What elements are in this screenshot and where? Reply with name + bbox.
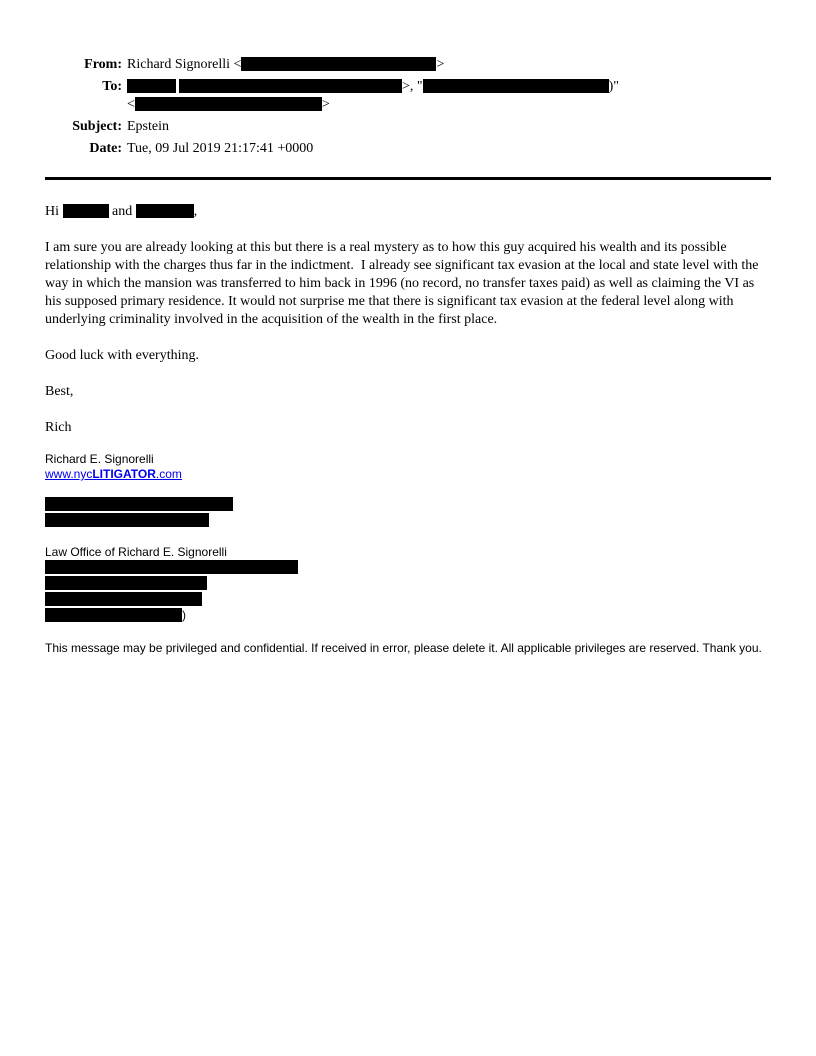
website-part1: www.nyc: [45, 467, 93, 481]
redaction-bar: [45, 513, 209, 527]
greeting-suffix: ,: [193, 204, 198, 219]
greeting-prefix: Hi: [45, 204, 63, 219]
contact-redactions: [45, 497, 771, 527]
redaction-bar: [45, 560, 298, 574]
firm-block: [45, 545, 771, 623]
from-suffix: >: [436, 57, 445, 72]
website-part2: LITIGATOR: [92, 467, 156, 481]
redaction-bar: [136, 204, 194, 218]
from-value: [127, 56, 444, 74]
signature-name: Richard E. Signorelli: [45, 452, 154, 466]
to-angle-close: >: [321, 97, 330, 112]
redaction-bar: [45, 592, 202, 606]
to-angle-open: <: [127, 97, 135, 112]
header-date-row: [45, 140, 771, 158]
date-value: Tue, 09 Jul 2019 21:17:41 +0000: [127, 141, 314, 156]
to-label: To:: [102, 79, 122, 94]
to-value: [127, 78, 619, 114]
greeting-mid: and: [108, 204, 136, 219]
date-label: Date:: [89, 141, 122, 156]
signature-website-line: [45, 467, 771, 482]
header-to-row: [45, 78, 771, 114]
redaction-suffix: ): [182, 608, 186, 622]
from-sender-name: Richard Signorelli <: [127, 57, 242, 72]
header-divider: [45, 177, 771, 180]
header-from-row: [45, 56, 771, 74]
greeting-line: [45, 203, 771, 221]
body-paragraph: I am sure you are already looking at this but there is a real mystery as to how this guy acquired his wealth and its possible relationship with the charges thus far in the indictment. I already see significant tax evasion at the local and state level with the way in which the mansion was transferred to him back in 1996 (no record, no transfer taxes paid) as well as claiming the VI as his supposed primary residence. It would not surprise me that there is significant tax evasion at the federal level along with underlying criminality involved in the acquisition of the wealth in the first place.: [45, 240, 763, 327]
website-part3: .com: [155, 467, 182, 481]
signoff-name: Rich: [45, 420, 72, 435]
header-subject-row: [45, 118, 771, 136]
disclaimer-text: This message may be privileged and confidential. If received in error, please delete it. All applicable privileges are reserved. Thank you.: [45, 641, 762, 655]
redaction-bar: [179, 79, 402, 93]
firm-last-redaction-line: [45, 608, 771, 623]
closing-line: Good luck with everything.: [45, 348, 199, 363]
subject-label: Subject:: [72, 119, 122, 134]
redaction-bar: [127, 79, 176, 93]
redaction-bar: [45, 497, 233, 511]
redaction-bar: [423, 79, 609, 93]
redaction-bar: [45, 576, 207, 590]
to-separator: >, ": [402, 79, 423, 94]
redaction-bar: [135, 97, 322, 111]
redaction-bar: [45, 608, 182, 622]
website-link[interactable]: [45, 467, 182, 481]
firm-name: Law Office of Richard E. Signorelli: [45, 545, 227, 559]
email-header: [45, 56, 771, 158]
redaction-bar: [241, 57, 436, 71]
valediction: Best,: [45, 384, 74, 399]
from-label: From:: [84, 57, 122, 72]
redaction-bar: [63, 204, 109, 218]
signature-block: [45, 452, 771, 527]
to-separator: )": [608, 79, 620, 94]
subject-value: Epstein: [127, 119, 169, 134]
